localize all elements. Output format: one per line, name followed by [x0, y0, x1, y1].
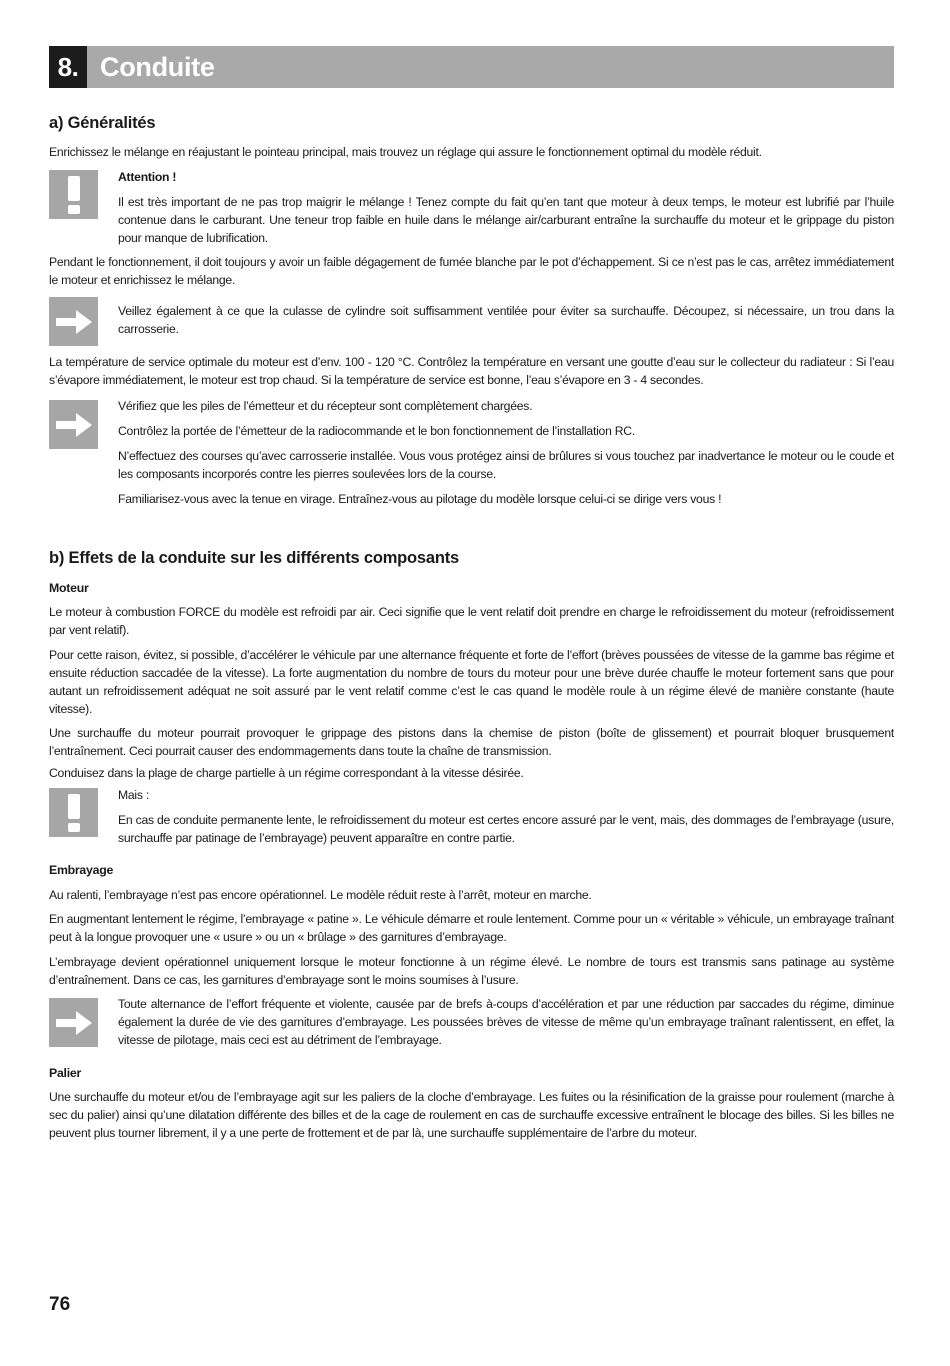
embrayage-p1-wrap [49, 886, 894, 904]
embrayage-paragraph-2: En augmentant lentement le régime, l’embrayage « patine ». Le véhicule démarre et roule lentement. Comme pour un « véritable » véhicule, un embrayage traînant peut à la longue provoquer une « usure » ou un « brûlage » des garnitures d’embrayage. [49, 912, 894, 944]
section-a-intro [49, 143, 894, 161]
palier-heading: Palier [49, 1066, 81, 1080]
exclamation-icon [49, 788, 98, 837]
palier-p1-wrap [49, 1088, 894, 1142]
section-a-paragraph-1: Enrichissez le mélange en réajustant le pointeau principal, mais trouvez un réglage qui assure le fonctionnement optimal du modèle réduit. [49, 145, 762, 159]
section-a [49, 114, 894, 133]
tip-text-1: Veillez également à ce que la culasse de cylindre soit suffisamment ventilée pour éviter sa surchauffe. Découpez, si nécessaire, un trou dans la carrosserie. [118, 304, 894, 336]
section-b [49, 549, 894, 568]
exclamation-icon [49, 170, 98, 219]
moteur-paragraph-4: Conduisez dans la plage de charge partielle à un régime correspondant à la vitesse désirée. [49, 766, 524, 780]
warning-lead: Mais : [118, 788, 150, 802]
embrayage-paragraph-1: Au ralenti, l’embrayage n’est pas encore opérationnel. Le modèle réduit reste à l’arrêt, moteur en marche. [49, 888, 592, 902]
warning-heading: Attention ! [118, 170, 177, 184]
page-content [49, 46, 894, 88]
palier-paragraph-1: Une surchauffe du moteur et/ou de l’embrayage agit sur les paliers de la cloche d’embrayage. Les fuites ou la résinification de la graisse pour roulement (marche à sec du palier) ainsi qu’une dilatation différente des billes et de la cage de roulement en cas de surchauffe excessive entraînent le blocage des billes. Si les billes ne peuvent plus tourner librement, il y a une perte de frottement et de par là, une surchauffe supplémentaire de l’arbre du moteur. [49, 1090, 894, 1140]
moteur-p2-wrap [49, 646, 894, 718]
embrayage-p3-wrap [49, 953, 894, 989]
chapter-title: Conduite [100, 51, 215, 82]
chapter-number: 8. [49, 46, 87, 88]
tip-text-3: Toute alternance de l’effort fréquente et violente, causée par de brefs à-coups d’accélération et par une réduction par saccades du régime, diminue également la durée de vie des garnitures d’embrayage. Les poussées brèves de vitesse de même qu’un embrayage traînant ralentissent, en effet, la vitesse de pilotage, mais ceci est au détriment de l’embrayage. [118, 997, 894, 1047]
moteur-block [49, 579, 894, 597]
section-a-title: a) Généralités [49, 114, 156, 132]
section-a-paragraph-2-wrap [49, 253, 894, 289]
page-number: 76 [49, 1294, 71, 1315]
moteur-paragraph-1: Le moteur à combustion FORCE du modèle est refroidi par air. Ceci signifie que le vent relatif doit prendre en charge le refroidissement du moteur (refroidissement par vent relatif). [49, 605, 894, 637]
warning-text: En cas de conduite permanente lente, le refroidissement du moteur est certes encore assuré par le vent, mais, des dommages de l’embrayage (usure, surchauffe par patinage de l’embrayage) peuvent apparaître en contre partie. [118, 813, 894, 845]
section-a-paragraph-2: Pendant le fonctionnement, il doit toujours y avoir un faible dégagement de fumée blanche par le pot d’échappement. Si ce n’est pas le cas, arrêtez immédiatement le moteur et enrichissez le mélange. [49, 255, 894, 287]
warning-note-2 [49, 786, 894, 847]
tip-note-3 [49, 995, 894, 1049]
section-b-title: b) Effets de la conduite sur les différents composants [49, 549, 460, 567]
warning-text: Il est très important de ne pas trop maigrir le mélange ! Tenez compte du fait qu’en tant que moteur à deux temps, le moteur est lubrifié par l’huile contenue dans le carburant. Une teneur trop faible en huile dans le mélange air/carburant entraîne la surchauffe du moteur et le grippage du piston pour manque de lubrification. [118, 195, 894, 245]
moteur-heading: Moteur [49, 581, 89, 595]
arrow-right-icon [49, 400, 98, 449]
tip-note-1 [49, 297, 894, 346]
moteur-p3-wrap [49, 724, 894, 760]
section-a-paragraph-3: La température de service optimale du moteur est d’env. 100 - 120 °C. Contrôlez la température en versant une goutte d’eau sur le collecteur du radiateur : Si l’eau s’évapore immédiatement, le moteur est trop chaud. Si la température de service est bonne, l’eau s’évapore en 3 - 4 secondes. [49, 355, 894, 387]
embrayage-heading: Embrayage [49, 863, 114, 877]
chapter-header [49, 46, 894, 88]
palier-block [49, 1064, 894, 1082]
tip-list-item: Contrôlez la portée de l’émetteur de la radiocommande et le bon fonctionnement de l’installation RC. [118, 424, 635, 438]
tip-list-item: Familiarisez-vous avec la tenue en virage. Entraînez-vous au pilotage du modèle lorsque celui-ci se dirige vers vous ! [118, 492, 722, 506]
tip-list-item: Vérifiez que les piles de l’émetteur et du récepteur sont complètement chargées. [118, 399, 533, 413]
arrow-right-icon [49, 998, 98, 1047]
moteur-paragraph-2: Pour cette raison, évitez, si possible, d’accélérer le véhicule par une alternance fréquente et forte de l’effort (brèves poussées de vitesse de la gamme bas régime et ensuite réduction saccadée de la vitesse). La forte augmentation du nombre de tours du moteur pour une brève durée chauffe le moteur fortement sans que pour autant un refroidissement adéquat ne soit assuré par le vent relatif comme c’est le cas quand le modèle roule à un régime élevé de manière constante (haute vitesse). [49, 648, 894, 716]
moteur-p1-wrap [49, 603, 894, 639]
arrow-right-icon [49, 297, 98, 346]
moteur-paragraph-3: Une surchauffe du moteur pourrait provoquer le grippage des pistons dans la chemise de piston (boîte de glissement) et pourrait bloquer brusquement l’entraînement. Ceci pourrait causer des endommagements dans toute la chaîne de transmission. [49, 726, 894, 758]
moteur-p4-wrap [49, 764, 894, 782]
section-a-paragraph-3-wrap [49, 353, 894, 389]
embrayage-p2-wrap [49, 910, 894, 946]
tip-list-item: N’effectuez des courses qu’avec carrosserie installée. Vous vous protégez ainsi de brûlures si vous touchez par inadvertance le moteur ou le coude et les composants incorporés contre les pierres soulevées lors de la course. [118, 449, 894, 481]
embrayage-paragraph-3: L’embrayage devient opérationnel uniquement lorsque le moteur fonctionne à un régime élevé. Le nombre de tours est transmis sans patinage au système d’entraînement. Dans ce cas, les garnitures d’embrayage sont le moins soumises à l’usure. [49, 955, 894, 987]
tip-note-2 [49, 397, 894, 508]
warning-note-1 [49, 168, 894, 247]
embrayage-block [49, 861, 894, 879]
